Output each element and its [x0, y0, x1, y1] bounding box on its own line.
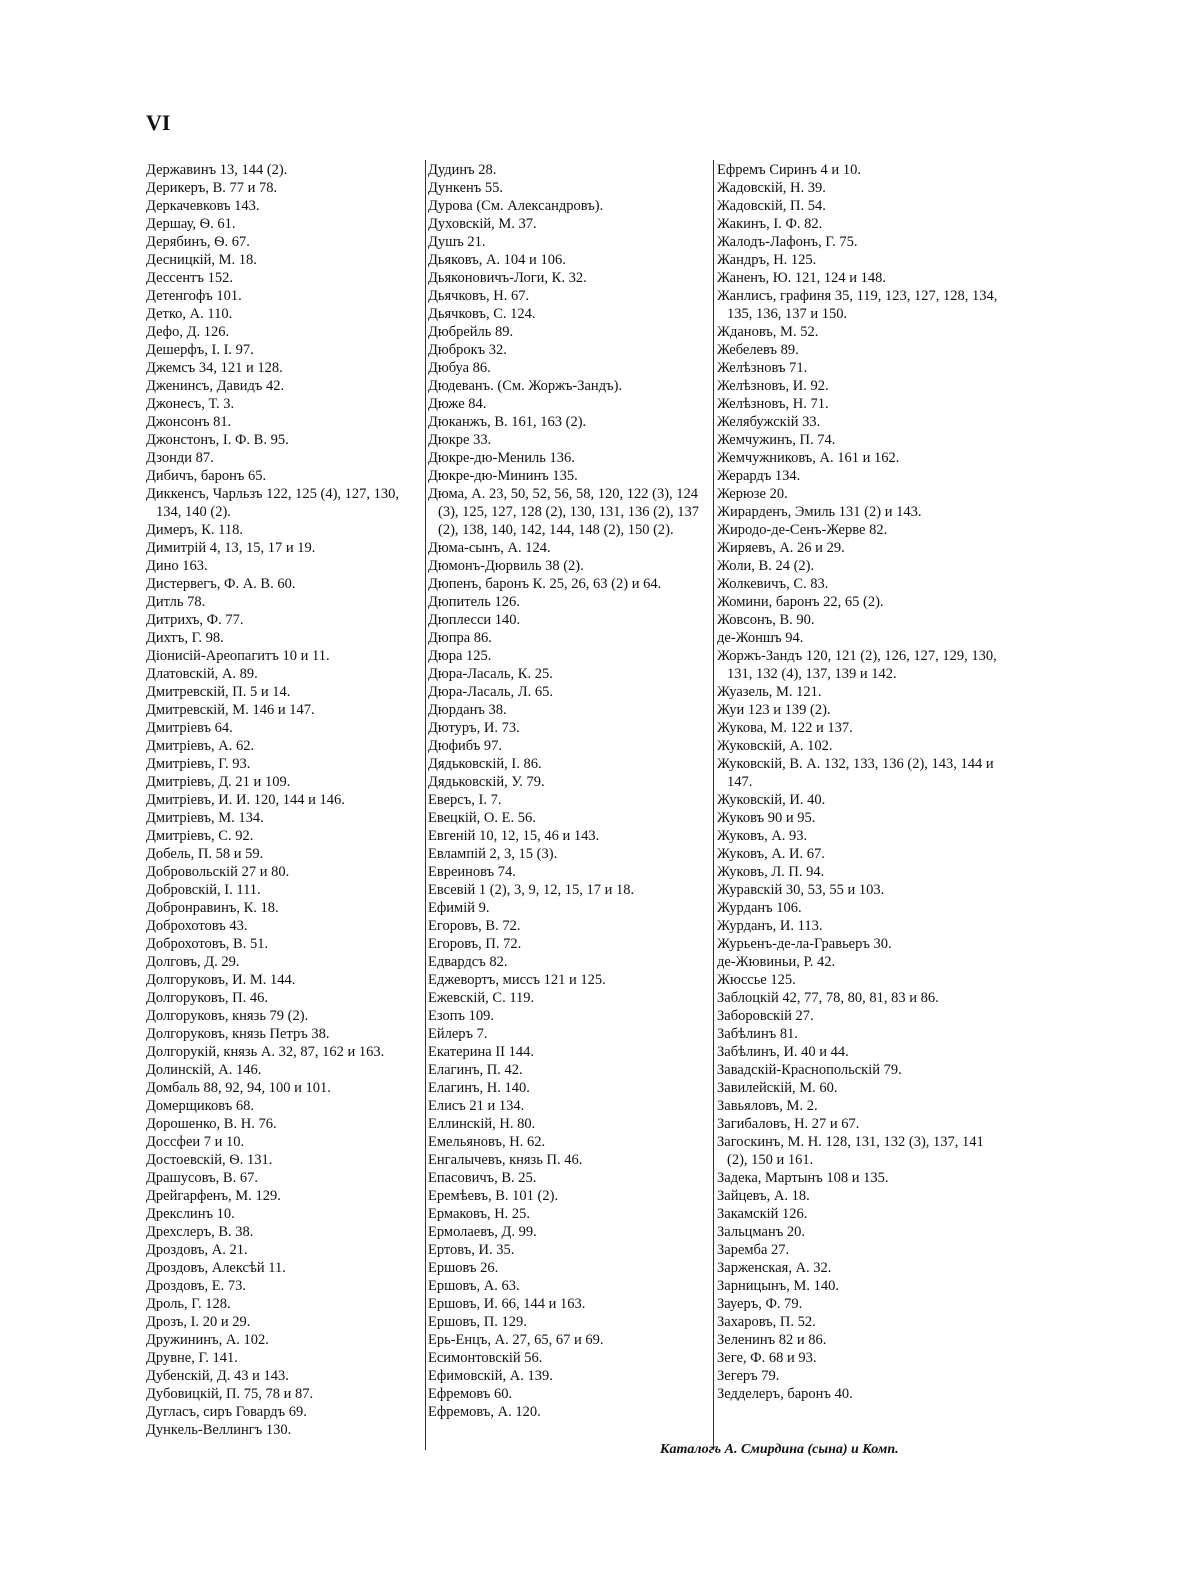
index-entry: Доссфеи 7 и 10.: [146, 1134, 245, 1150]
index-entry: Задека, Мартынъ 108 и 135.: [717, 1170, 889, 1186]
index-entry: Дядьковскій, І. 86.: [428, 756, 542, 772]
index-entry: Завадскій-Краснопольскій 79.: [717, 1062, 902, 1078]
index-entry: Домерщиковъ 68.: [146, 1098, 254, 1114]
index-entry: Жовсонъ, В. 90.: [717, 612, 815, 628]
index-entry: Добель, П. 58 и 59.: [146, 846, 264, 862]
index-entry: Дютуръ, И. 73.: [428, 720, 520, 736]
index-entry: Ерь-Енцъ, А. 27, 65, 67 и 69.: [428, 1332, 604, 1348]
index-entry: Драшусовъ, В. 67.: [146, 1170, 258, 1186]
index-entry: Дюплесси 140.: [428, 612, 521, 628]
index-entry: Журданъ, И. 113.: [717, 918, 823, 934]
index-entry: Дмитріевъ, М. 134.: [146, 810, 264, 826]
index-entry: Дюпра 86.: [428, 630, 492, 646]
index-entry: Загоскинъ, М. Н. 128, 131, 132 (3), 137, 141 (2), 150 и 161.: [717, 1134, 984, 1168]
index-entry: де-Жювиньи, Р. 42.: [717, 954, 836, 970]
index-entry: Заблоцкій 42, 77, 78, 80, 81, 83 и 86.: [717, 990, 939, 1006]
index-entry: Дзонди 87.: [146, 450, 214, 466]
index-entry: Евлампій 2, 3, 15 (3).: [428, 846, 558, 862]
index-entry: Дюбрейль 89.: [428, 324, 514, 340]
index-entry: Желѣзновъ, И. 92.: [717, 378, 829, 394]
index-entry: Енгалычевъ, князь П. 46.: [428, 1152, 583, 1168]
index-entry: Дешерфъ, І. І. 97.: [146, 342, 254, 358]
index-entry: Ертовъ, И. 35.: [428, 1242, 515, 1258]
index-entry: Дюра-Ласаль, Л. 65.: [428, 684, 553, 700]
index-entry: Дугласъ, сиръ Говардъ 69.: [146, 1404, 307, 1420]
index-entry: Дюра-Ласаль, К. 25.: [428, 666, 553, 682]
index-entry: Ждановъ, М. 52.: [717, 324, 819, 340]
index-entry: Желѣзновъ, Н. 71.: [717, 396, 829, 412]
index-entry: Еверсъ, І. 7.: [428, 792, 502, 808]
index-entry: Дерябинъ, Ѳ. 67.: [146, 234, 250, 250]
index-entry: Зарницынъ, М. 140.: [717, 1278, 839, 1294]
index-entry: Диккенсъ, Чарльзъ 122, 125 (4), 127, 130, 134, 140 (2).: [146, 486, 400, 520]
index-entry: Зауеръ, Ф. 79.: [717, 1296, 803, 1312]
index-entry: Евецкій, О. Е. 56.: [428, 810, 536, 826]
index-entry: Дмитревскій, П. 5 и 14.: [146, 684, 291, 700]
index-entry: Ефимій 9.: [428, 900, 490, 916]
index-entry: Еджевортъ, миссъ 121 и 125.: [428, 972, 606, 988]
index-entry: Жуковъ, Л. П. 94.: [717, 864, 825, 880]
index-entry: Дефо, Д. 126.: [146, 324, 230, 340]
index-entry: Добронравинъ, К. 18.: [146, 900, 279, 916]
index-entry: Елагинъ, П. 42.: [428, 1062, 523, 1078]
index-entry: Жаненъ, Ю. 121, 124 и 148.: [717, 270, 887, 286]
index-entry: Жирарденъ, Эмиль 131 (2) и 143.: [717, 504, 922, 520]
index-entry: Дерикеръ, В. 77 и 78.: [146, 180, 278, 196]
index-entry: Жерардъ 134.: [717, 468, 801, 484]
index-entry: Жуи 123 и 139 (2).: [717, 702, 831, 718]
index-entry: Дроздовъ, Е. 73.: [146, 1278, 246, 1294]
index-entry: Долгоруковъ, князь 79 (2).: [146, 1008, 309, 1024]
index-entry: Детенгофъ 101.: [146, 288, 242, 304]
index-entry: Журавскій 30, 53, 55 и 103.: [717, 882, 885, 898]
index-entry: Дункенъ 55.: [428, 180, 504, 196]
index-entry: Жуковскій, А. 102.: [717, 738, 833, 754]
index-entry: Жебелевъ 89.: [717, 342, 799, 358]
index-entry: Заборовскій 27.: [717, 1008, 814, 1024]
index-entry: Жомини, баронъ 22, 65 (2).: [717, 594, 884, 610]
index-entry: Долговъ, Д. 29.: [146, 954, 240, 970]
index-entry: Желябужскій 33.: [717, 414, 821, 430]
index-entry: Жиряевъ, А. 26 и 29.: [717, 540, 845, 556]
index-entry: Ершовъ, А. 63.: [428, 1278, 520, 1294]
index-entry: Жуковъ, А. И. 67.: [717, 846, 825, 862]
index-entry: Зеленинъ 82 и 86.: [717, 1332, 827, 1348]
column-divider: [713, 160, 714, 1450]
index-entry: Державинъ 13, 144 (2).: [146, 162, 288, 178]
index-entry: Елагинъ, Н. 140.: [428, 1080, 530, 1096]
index-entry: Длатовскій, А. 89.: [146, 666, 258, 682]
index-entry: Жуковскій, В. А. 132, 133, 136 (2), 143, 144 и 147.: [717, 756, 994, 790]
index-entry: Дьяконовичъ-Логи, К. 32.: [428, 270, 587, 286]
index-entry: Дженинсъ, Давидъ 42.: [146, 378, 285, 394]
index-entry: Дмитріевъ, Д. 21 и 109.: [146, 774, 291, 790]
index-entry: Забѣлинъ, И. 40 и 44.: [717, 1044, 849, 1060]
index-entry: Долгорукій, князь А. 32, 87, 162 и 163.: [146, 1044, 385, 1060]
index-entry: Евреиновъ 74.: [428, 864, 516, 880]
index-entry: Джонесъ, Т. 3.: [146, 396, 235, 412]
index-entry: Жуковскій, И. 40.: [717, 792, 826, 808]
index-entry: Евсевій 1 (2), 3, 9, 12, 15, 17 и 18.: [428, 882, 635, 898]
index-entry: Димитрій 4, 13, 15, 17 и 19.: [146, 540, 316, 556]
index-entry: Джонстонъ, І. Ф. В. 95.: [146, 432, 289, 448]
index-entry: Жерюзе 20.: [717, 486, 788, 502]
index-entry: Желѣзновъ 71.: [717, 360, 808, 376]
index-entry: Журьенъ-де-ла-Гравьеръ 30.: [717, 936, 892, 952]
index-entry: Дибичъ, баронъ 65.: [146, 468, 267, 484]
index-entry: Жиродо-де-Сенъ-Жерве 82.: [717, 522, 888, 538]
index-entry: Детко, А. 110.: [146, 306, 233, 322]
index-entry: Жоли, В. 24 (2).: [717, 558, 815, 574]
index-column-3: [717, 161, 999, 1403]
index-entry: Ефремъ Сиринъ 4 и 10.: [717, 162, 861, 178]
index-entry: Дружининъ, А. 102.: [146, 1332, 269, 1348]
index-entry: Дюмонъ-Дюрвиль 38 (2).: [428, 558, 584, 574]
index-entry: Друвне, Г. 141.: [146, 1350, 238, 1366]
index-entry: Ейлеръ 7.: [428, 1026, 488, 1042]
index-entry: Дмитріевъ 64.: [146, 720, 233, 736]
index-entry: Зальцманъ 20.: [717, 1224, 805, 1240]
index-entry: Дюма-сынъ, А. 124.: [428, 540, 551, 556]
index-entry: Есимонтовскій 56.: [428, 1350, 543, 1366]
index-entry: Жакинъ, І. Ф. 82.: [717, 216, 823, 232]
index-entry: Ершовъ, И. 66, 144 и 163.: [428, 1296, 586, 1312]
index-entry: Жандръ, Н. 125.: [717, 252, 817, 268]
index-column-1: [146, 161, 421, 1439]
index-entry: Добровольскій 27 и 80.: [146, 864, 290, 880]
index-entry: Дрейгарфенъ, М. 129.: [146, 1188, 281, 1204]
index-entry: Дино 163.: [146, 558, 208, 574]
index-entry: Дрехслеръ, В. 38.: [146, 1224, 254, 1240]
index-entry: Духовскій, М. 37.: [428, 216, 537, 232]
index-entry: Жадовскій, Н. 39.: [717, 180, 826, 196]
index-entry: Доброхотовъ, В. 51.: [146, 936, 269, 952]
index-entry: Дмитревскій, М. 146 и 147.: [146, 702, 315, 718]
index-entry: Дункель-Веллингъ 130.: [146, 1422, 292, 1438]
index-entry: Жанлисъ, графиня 35, 119, 123, 127, 128, 134, 135, 136, 137 и 150.: [717, 288, 998, 322]
index-entry: Загибаловъ, Н. 27 и 67.: [717, 1116, 860, 1132]
catalog-footer: Каталогъ А. Смирдина (сына) и Комп.: [660, 1442, 899, 1457]
index-entry: Дюпенъ, баронъ К. 25, 26, 63 (2) и 64.: [428, 576, 662, 592]
index-entry: Дядьковскій, У. 79.: [428, 774, 545, 790]
index-entry: Дьячковъ, Н. 67.: [428, 288, 530, 304]
index-entry: Зегеръ 79.: [717, 1368, 780, 1384]
index-entry: Долинскій, А. 146.: [146, 1062, 262, 1078]
index-entry: Дудинъ 28.: [428, 162, 497, 178]
index-entry: Долгоруковъ, П. 46.: [146, 990, 268, 1006]
index-entry: Джемсъ 34, 121 и 128.: [146, 360, 283, 376]
index-entry: Дитрихъ, Ф. 77.: [146, 612, 244, 628]
index-entry: Десницкій, М. 18.: [146, 252, 257, 268]
index-entry: Дмитріевъ, А. 62.: [146, 738, 255, 754]
index-entry: Долгоруковъ, князь Петръ 38.: [146, 1026, 330, 1042]
index-entry: Жалодъ-Лафонъ, Г. 75.: [717, 234, 858, 250]
index-entry: Добровскій, І. 111.: [146, 882, 261, 898]
index-entry: Заремба 27.: [717, 1242, 790, 1258]
page-number: VI: [146, 110, 171, 135]
index-entry: Дюкре 33.: [428, 432, 492, 448]
index-entry: Дрозъ, І. 20 и 29.: [146, 1314, 251, 1330]
index-entry: Дессентъ 152.: [146, 270, 233, 286]
index-entry: Дюра 125.: [428, 648, 492, 664]
index-entry: Дитль 78.: [146, 594, 206, 610]
index-entry: Димеръ, К. 118.: [146, 522, 244, 538]
index-entry: Дьячковъ, С. 124.: [428, 306, 536, 322]
index-entry: Дьяковъ, А. 104 и 106.: [428, 252, 566, 268]
index-entry: Ефремовъ 60.: [428, 1386, 513, 1402]
index-entry: Емельяновъ, Н. 62.: [428, 1134, 546, 1150]
index-entry: Евгеній 10, 12, 15, 46 и 143.: [428, 828, 600, 844]
index-entry: Епасовичъ, В. 25.: [428, 1170, 537, 1186]
index-entry: Дюже 84.: [428, 396, 487, 412]
index-entry: Дюма, А. 23, 50, 52, 56, 58, 120, 122 (3), 124 (3), 125, 127, 128 (2), 130, 131, 136 (2), 137 (2), 138, 140, 142, 144, 148 (2), 150 (2).: [428, 486, 699, 538]
index-entry: Ермолаевъ, Д. 99.: [428, 1224, 537, 1240]
index-entry: Душъ 21.: [428, 234, 486, 250]
index-entry: Дершау, Ѳ. 61.: [146, 216, 236, 232]
index-entry: Жолкевичъ, С. 83.: [717, 576, 829, 592]
index-entry: Дюкре-дю-Мениль 136.: [428, 450, 575, 466]
index-entry: Домбаль 88, 92, 94, 100 и 101.: [146, 1080, 331, 1096]
index-entry: Достоевскій, Ѳ. 131.: [146, 1152, 273, 1168]
index-entry: Жоржъ-Зандъ 120, 121 (2), 126, 127, 129, 130, 131, 132 (4), 137, 139 и 142.: [717, 648, 997, 682]
index-entry: Дмитріевъ, С. 92.: [146, 828, 254, 844]
index-entry: Доброхотовъ 43.: [146, 918, 248, 934]
index-entry: Езопъ 109.: [428, 1008, 495, 1024]
index-entry: Ершовъ 26.: [428, 1260, 499, 1276]
index-entry: Жуазель, М. 121.: [717, 684, 822, 700]
index-column-2: [428, 161, 710, 1421]
index-entry: Едвардсъ 82.: [428, 954, 508, 970]
index-entry: Забѣлинъ 81.: [717, 1026, 798, 1042]
index-entry: Дюпитель 126.: [428, 594, 520, 610]
index-entry: Дюброкъ 32.: [428, 342, 507, 358]
index-entry: Зеге, Ф. 68 и 93.: [717, 1350, 817, 1366]
index-entry: Дурова (См. Александровъ).: [428, 198, 604, 214]
index-entry: Дроль, Г. 128.: [146, 1296, 231, 1312]
index-entry: Дубовицкій, П. 75, 78 и 87.: [146, 1386, 314, 1402]
index-entry: Дмитріевъ, И. И. 120, 144 и 146.: [146, 792, 345, 808]
index-entry: Дроздовъ, Алексѣй 11.: [146, 1260, 286, 1276]
index-entry: Діонисій-Ареопагитъ 10 и 11.: [146, 648, 330, 664]
index-entry: Захаровъ, П. 52.: [717, 1314, 816, 1330]
index-entry: Дюкре-дю-Мининъ 135.: [428, 468, 578, 484]
index-entry: Дюбуа 86.: [428, 360, 491, 376]
index-entry: Дюрданъ 38.: [428, 702, 507, 718]
index-entry: Жукова, М. 122 и 137.: [717, 720, 853, 736]
index-entry: Дюканжъ, В. 161, 163 (2).: [428, 414, 587, 430]
index-entry: Дубенскій, Д. 43 и 143.: [146, 1368, 289, 1384]
column-divider: [425, 160, 426, 1450]
index-entry: Деркачевковъ 143.: [146, 198, 260, 214]
index-entry: Долгоруковъ, И. М. 144.: [146, 972, 296, 988]
index-entry: Дистервегъ, Ф. А. В. 60.: [146, 576, 296, 592]
index-entry: Дмитріевъ, Г. 93.: [146, 756, 251, 772]
index-entry: Жуковъ 90 и 95.: [717, 810, 816, 826]
index-entry: Егоровъ, В. 72.: [428, 918, 521, 934]
index-entry: Дюдеванъ. (См. Жоржъ-Зандъ).: [428, 378, 623, 394]
index-entry: Завилейскій, М. 60.: [717, 1080, 838, 1096]
index-entry: Джонсонъ 81.: [146, 414, 232, 430]
index-entry: Жемчужинъ, П. 74.: [717, 432, 836, 448]
index-entry: Егоровъ, П. 72.: [428, 936, 522, 952]
index-entry: Журданъ 106.: [717, 900, 802, 916]
index-entry: Еллинскій, Н. 80.: [428, 1116, 536, 1132]
index-entry: Екатерина II 144.: [428, 1044, 535, 1060]
index-entry: Ершовъ, П. 129.: [428, 1314, 527, 1330]
index-entry: Жадовскій, П. 54.: [717, 198, 826, 214]
index-entry: Еремѣевъ, В. 101 (2).: [428, 1188, 559, 1204]
index-entry: Дихтъ, Г. 98.: [146, 630, 224, 646]
index-entry: Дрекслинъ 10.: [146, 1206, 235, 1222]
index-entry: Закамскій 126.: [717, 1206, 808, 1222]
index-entry: Дорошенко, В. Н. 76.: [146, 1116, 277, 1132]
index-entry: де-Жоншъ 94.: [717, 630, 804, 646]
index-entry: Зайцевъ, А. 18.: [717, 1188, 810, 1204]
index-entry: Жюссье 125.: [717, 972, 796, 988]
index-entry: Зедделеръ, баронъ 40.: [717, 1386, 853, 1402]
index-entry: Зарженская, А. 32.: [717, 1260, 832, 1276]
index-entry: Ермаковъ, Н. 25.: [428, 1206, 531, 1222]
index-entry: Ефимовскій, А. 139.: [428, 1368, 553, 1384]
index-entry: Елисъ 21 и 134.: [428, 1098, 525, 1114]
index-entry: Дроздовъ, А. 21.: [146, 1242, 248, 1258]
index-entry: Дюфибъ 97.: [428, 738, 503, 754]
index-entry: Жуковъ, А. 93.: [717, 828, 808, 844]
index-entry: Ефремовъ, А. 120.: [428, 1404, 541, 1420]
index-entry: Жемчужниковъ, А. 161 и 162.: [717, 450, 900, 466]
index-entry: Ежевскій, С. 119.: [428, 990, 535, 1006]
index-entry: Завьяловъ, М. 2.: [717, 1098, 818, 1114]
